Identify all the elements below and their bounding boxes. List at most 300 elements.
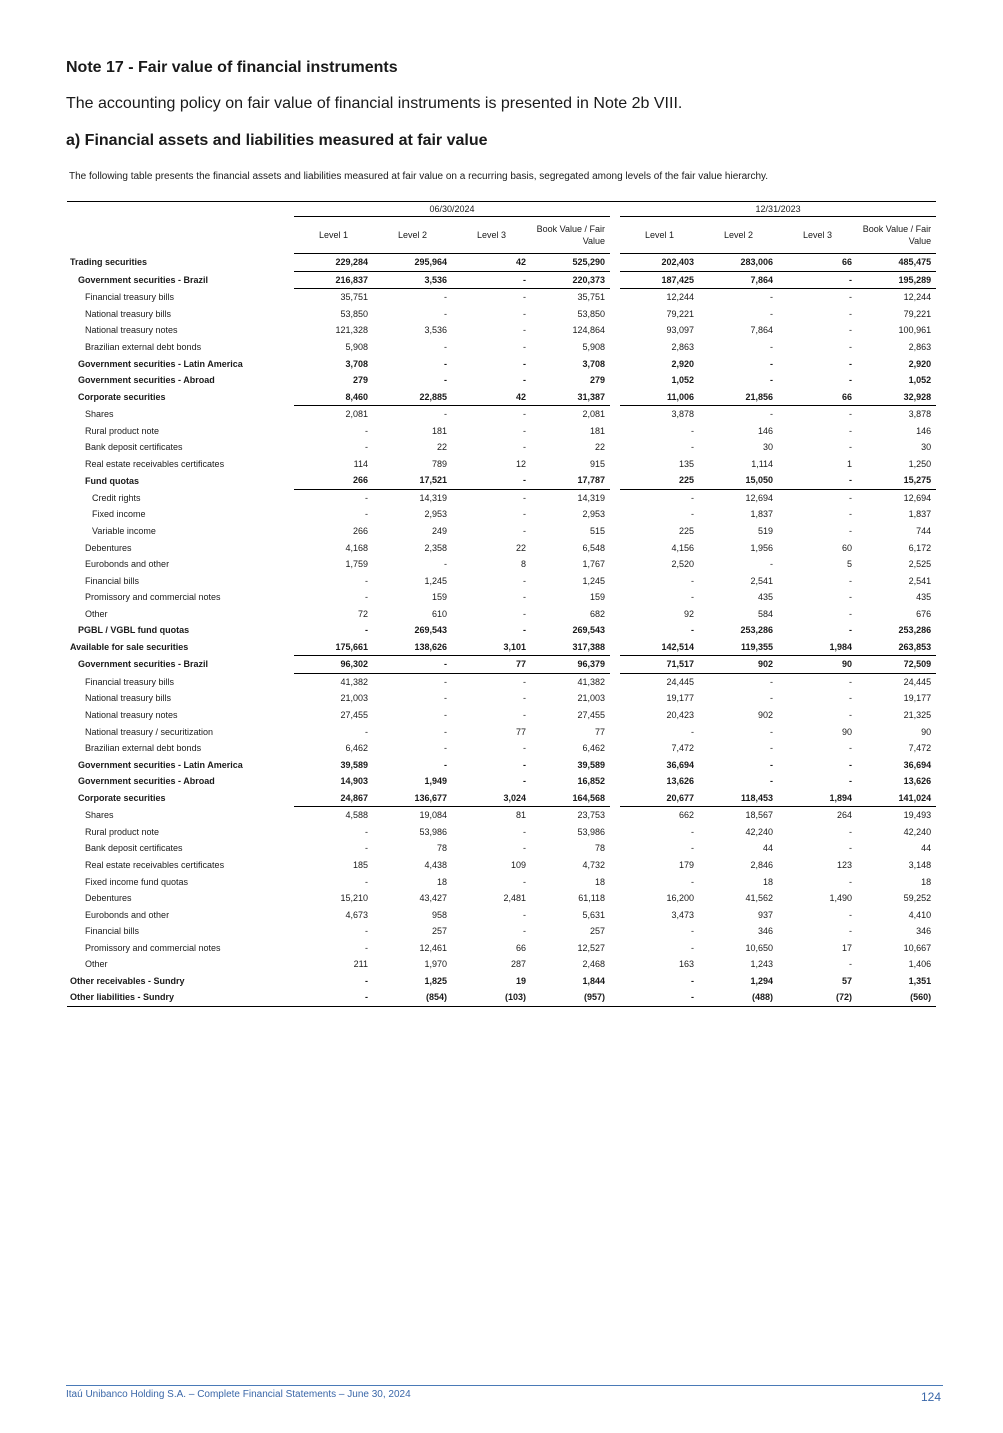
value-cell: 18 <box>763 876 774 887</box>
value-cell: - <box>365 425 368 436</box>
value-cell: 93,097 <box>666 325 695 336</box>
value-cell: - <box>523 325 526 336</box>
value-cell: 1,844 <box>582 975 606 986</box>
value-cell: - <box>849 509 853 520</box>
value-cell: 2,953 <box>424 509 447 520</box>
column-gap <box>610 439 620 456</box>
value-cell: 3,536 <box>373 271 452 289</box>
table-row <box>67 489 936 506</box>
value-cell: - <box>849 959 853 970</box>
row-label: Other liabilities - Sundry <box>67 989 294 1006</box>
value-cell: 937 <box>758 909 774 920</box>
value-cell: - <box>523 442 526 453</box>
value-cell: 96,379 <box>531 656 610 674</box>
value-cell: - <box>523 676 526 687</box>
value-cell: - <box>523 292 526 303</box>
column-gap <box>610 790 620 807</box>
value-cell: - <box>523 776 526 787</box>
value-cell: 19,177 <box>903 693 932 704</box>
value-cell: 44 <box>763 843 774 854</box>
row-label: Promissory and commercial notes <box>85 942 221 953</box>
column-gap <box>610 723 620 740</box>
value-cell: 21,856 <box>699 388 778 405</box>
row-label: Shares <box>85 810 114 821</box>
value-cell: 2,541 <box>908 575 932 586</box>
value-cell: 15,050 <box>699 472 778 489</box>
value-cell: - <box>523 342 526 352</box>
table-row <box>67 322 936 339</box>
value-cell: - <box>691 575 695 586</box>
value-cell: 2,520 <box>671 559 695 570</box>
column-gap <box>610 824 620 841</box>
footer-text: Itaú Unibanco Holding S.A. – Complete Financial Statements – June 30, 2024 <box>66 1389 411 1400</box>
col-level1-2024: Level 1 <box>294 217 373 254</box>
value-cell: - <box>691 625 695 636</box>
value-cell: - <box>849 776 853 787</box>
value-cell: 22,885 <box>373 388 452 405</box>
value-cell: 22 <box>436 442 447 453</box>
row-label: Trading securities <box>70 257 148 268</box>
value-cell: 163 <box>679 959 695 970</box>
value-cell: 123 <box>837 859 853 870</box>
column-header-row <box>67 217 936 254</box>
value-cell: 119,355 <box>699 639 778 656</box>
row-label: Brazilian external debt bonds <box>85 743 202 754</box>
table-row <box>67 622 936 639</box>
value-cell: 915 <box>590 458 606 469</box>
value-cell: 90 <box>921 726 932 737</box>
value-cell: 164,568 <box>531 790 610 807</box>
value-cell: 2,920 <box>908 358 932 369</box>
value-cell: 13,626 <box>903 776 932 787</box>
value-cell: - <box>444 292 447 303</box>
row-label: Other <box>85 608 108 619</box>
value-cell: 346 <box>916 926 932 937</box>
value-cell: 789 <box>431 458 447 469</box>
value-cell: - <box>849 843 853 854</box>
column-gap <box>610 973 620 990</box>
value-cell: 2,358 <box>424 542 447 553</box>
value-cell: 121,328 <box>335 325 368 336</box>
table-row <box>67 656 936 674</box>
value-cell: 1,759 <box>345 559 368 570</box>
column-gap <box>610 405 620 422</box>
value-cell: (560) <box>857 989 936 1006</box>
value-cell: - <box>849 292 853 303</box>
value-cell: 485,475 <box>857 254 936 272</box>
row-label: Available for sale securities <box>70 642 189 653</box>
column-gap <box>610 355 620 372</box>
table-row <box>67 790 936 807</box>
table-row <box>67 405 936 422</box>
value-cell: 43,427 <box>419 893 447 904</box>
value-cell: - <box>444 743 447 754</box>
row-label: Rural product note <box>85 826 160 837</box>
value-cell: - <box>523 909 526 920</box>
header-spacer <box>67 202 294 217</box>
value-cell: 1,245 <box>424 575 447 586</box>
value-cell: - <box>770 292 774 303</box>
value-cell: 60 <box>842 542 853 553</box>
column-gap <box>610 388 620 405</box>
value-cell: - <box>770 743 774 754</box>
value-cell: 279 <box>352 375 368 386</box>
value-cell: 2,920 <box>671 358 695 369</box>
value-cell: 31,387 <box>531 388 610 405</box>
table-row <box>67 439 936 456</box>
value-cell: 41,562 <box>745 893 774 904</box>
value-cell: 519 <box>758 526 774 537</box>
value-cell: 42 <box>452 388 531 405</box>
value-cell: 225 <box>620 472 699 489</box>
value-cell: 24,445 <box>666 676 695 687</box>
value-cell: 4,438 <box>424 859 447 870</box>
footer-divider <box>66 1385 943 1386</box>
value-cell: 902 <box>699 656 778 674</box>
value-cell: 15,210 <box>340 893 368 904</box>
value-cell: 30 <box>921 442 932 453</box>
column-gap <box>610 605 620 622</box>
value-cell: - <box>770 726 774 737</box>
table-row <box>67 756 936 773</box>
row-label: Government securities - Brazil <box>78 274 209 285</box>
value-cell: 35,751 <box>577 292 606 303</box>
value-cell: 1 <box>847 458 853 469</box>
column-gap <box>610 523 620 540</box>
value-cell: 211 <box>353 959 368 970</box>
value-cell: 216,837 <box>294 271 373 289</box>
value-cell: - <box>294 989 373 1006</box>
fair-value-table <box>67 201 936 1007</box>
column-gap <box>610 506 620 523</box>
row-label: Government securities - Brazil <box>78 659 209 670</box>
header-gap <box>610 202 620 217</box>
column-gap <box>610 456 620 473</box>
column-gap <box>610 556 620 573</box>
value-cell: - <box>523 876 526 887</box>
col-level1-2023: Level 1 <box>620 217 699 254</box>
value-cell: 141,024 <box>857 790 936 807</box>
value-cell: 19,177 <box>666 693 695 704</box>
value-cell: 24,445 <box>903 676 932 687</box>
value-cell: - <box>691 843 695 854</box>
value-cell: 14,319 <box>419 492 447 503</box>
value-cell: - <box>365 492 368 503</box>
value-cell: - <box>849 693 853 704</box>
column-gap <box>610 890 620 907</box>
table-row <box>67 372 936 389</box>
value-cell: 3,024 <box>452 790 531 807</box>
section-title: a) Financial assets and liabilities measured at fair value <box>66 132 488 149</box>
value-cell: - <box>849 759 853 770</box>
value-cell: (72) <box>778 989 857 1006</box>
value-cell: 36,694 <box>666 759 695 770</box>
value-cell: 12,461 <box>419 942 447 953</box>
row-label: Corporate securities <box>78 391 166 402</box>
value-cell: 18 <box>595 876 606 887</box>
value-cell: 20,423 <box>666 710 695 721</box>
value-cell: - <box>444 409 447 420</box>
column-gap <box>610 572 620 589</box>
value-cell: (854) <box>373 989 452 1006</box>
value-cell: - <box>523 375 526 386</box>
value-cell: - <box>691 425 695 436</box>
value-cell: 257 <box>431 926 447 937</box>
value-cell: 1,114 <box>751 458 774 469</box>
row-label: Real estate receivables certificates <box>85 859 225 870</box>
value-cell: 295,964 <box>373 254 452 272</box>
value-cell: - <box>523 759 526 770</box>
row-label: Rural product note <box>85 425 160 436</box>
value-cell: 41,382 <box>340 676 368 687</box>
row-label: Bank deposit certificates <box>85 442 183 453</box>
table-row <box>67 690 936 707</box>
value-cell: 12,527 <box>577 942 606 953</box>
value-cell: 12 <box>515 458 526 469</box>
value-cell: 676 <box>916 608 932 619</box>
value-cell: - <box>849 608 853 619</box>
value-cell: 114 <box>353 458 368 469</box>
column-gap <box>610 857 620 874</box>
value-cell: 7,864 <box>750 325 774 336</box>
value-cell: 12,244 <box>666 292 695 303</box>
value-cell: 142,514 <box>620 639 699 656</box>
value-cell: 77 <box>515 726 526 737</box>
row-label: National treasury notes <box>85 710 178 721</box>
value-cell: - <box>849 492 853 503</box>
value-cell: 2,846 <box>750 859 774 870</box>
value-cell: - <box>849 425 853 436</box>
value-cell: 96,302 <box>294 656 373 674</box>
row-label: Brazilian external debt bonds <box>85 342 202 352</box>
value-cell: - <box>770 375 774 386</box>
column-gap <box>610 254 620 272</box>
table-row <box>67 306 936 323</box>
value-cell: - <box>523 826 526 837</box>
value-cell: 225 <box>679 526 695 537</box>
value-cell: 39,589 <box>577 759 606 770</box>
column-gap <box>610 622 620 639</box>
value-cell: - <box>849 592 853 603</box>
value-cell: 16,852 <box>577 776 606 787</box>
column-gap <box>610 339 620 356</box>
column-gap <box>610 923 620 940</box>
row-label: Debentures <box>85 542 132 553</box>
page-number: 124 <box>920 1390 941 1404</box>
value-cell: 4,156 <box>671 542 695 553</box>
value-cell: 19 <box>515 975 526 986</box>
value-cell: - <box>849 625 853 636</box>
value-cell: - <box>523 575 526 586</box>
value-cell: - <box>365 509 368 520</box>
value-cell: 269,543 <box>572 625 606 636</box>
value-cell: - <box>523 509 526 520</box>
value-cell: 2,081 <box>582 409 606 420</box>
table-row <box>67 422 936 439</box>
value-cell: 53,986 <box>419 826 447 837</box>
column-gap <box>610 906 620 923</box>
value-cell: 4,168 <box>345 542 368 553</box>
table-row <box>67 973 936 990</box>
value-cell: 11,006 <box>620 388 699 405</box>
value-cell: - <box>849 826 853 837</box>
value-cell: - <box>849 676 853 687</box>
value-cell: 79,221 <box>666 308 695 319</box>
value-cell: 287 <box>510 959 526 970</box>
col-level2-2023: Level 2 <box>699 217 778 254</box>
column-gap <box>610 773 620 790</box>
value-cell: 187,425 <box>620 271 699 289</box>
value-cell: 7,864 <box>699 271 778 289</box>
value-cell: - <box>444 759 447 770</box>
value-cell: 159 <box>431 592 447 603</box>
value-cell: 22 <box>595 442 606 453</box>
value-cell: 17,521 <box>373 472 452 489</box>
value-cell: 10,650 <box>745 942 774 953</box>
value-cell: 346 <box>758 926 774 937</box>
value-cell: 12,694 <box>903 492 932 503</box>
value-cell: - <box>770 693 774 704</box>
table-row <box>67 840 936 857</box>
value-cell: - <box>444 375 447 386</box>
value-cell: 77 <box>595 726 606 737</box>
value-cell: - <box>444 676 447 687</box>
row-label: National treasury bills <box>85 308 172 319</box>
value-cell: 2,953 <box>582 509 606 520</box>
row-label: Fund quotas <box>85 475 139 486</box>
value-cell: 78 <box>436 843 447 854</box>
value-cell: 61,118 <box>578 893 606 904</box>
value-cell: - <box>691 942 695 953</box>
value-cell: 1,245 <box>582 575 606 586</box>
value-cell: 5,631 <box>582 909 606 920</box>
value-cell: 14,903 <box>340 776 368 787</box>
column-gap <box>610 939 620 956</box>
column-gap <box>610 539 620 556</box>
value-cell: 135 <box>679 458 695 469</box>
column-gap <box>610 472 620 489</box>
row-label: Variable income <box>92 526 156 537</box>
value-cell: 3,708 <box>582 358 606 369</box>
col-level3-2023: Level 3 <box>778 217 857 254</box>
value-cell: 1,894 <box>778 790 857 807</box>
value-cell: 1,767 <box>582 559 606 570</box>
value-cell: 66 <box>515 942 526 953</box>
value-cell: - <box>770 559 774 570</box>
value-cell: 23,753 <box>577 810 606 821</box>
row-label: Fixed income <box>92 509 146 520</box>
value-cell: 1,949 <box>424 776 447 787</box>
value-cell: 44 <box>921 843 932 854</box>
value-cell: - <box>365 726 368 737</box>
value-cell: - <box>452 271 531 289</box>
value-cell: - <box>523 425 526 436</box>
value-cell: - <box>523 625 526 636</box>
value-cell: - <box>365 926 368 937</box>
row-label: Shares <box>85 408 114 419</box>
value-cell: 682 <box>590 608 606 619</box>
value-cell: - <box>523 592 526 603</box>
value-cell: 146 <box>758 425 774 436</box>
table-row <box>67 355 936 372</box>
header-gap <box>610 217 620 254</box>
value-cell: 8,460 <box>294 388 373 405</box>
value-cell: 1,406 <box>908 959 932 970</box>
table-row <box>67 539 936 556</box>
value-cell: - <box>523 409 526 420</box>
row-label: Government securities - Latin America <box>78 358 243 369</box>
value-cell: - <box>444 710 447 721</box>
value-cell: - <box>523 693 526 704</box>
value-cell: (488) <box>699 989 778 1006</box>
col-level3-2024: Level 3 <box>452 217 531 254</box>
table-row <box>67 271 936 289</box>
value-cell: 146 <box>916 425 932 436</box>
value-cell: - <box>620 989 699 1006</box>
value-cell: 18 <box>921 876 932 887</box>
value-cell: - <box>691 492 695 503</box>
value-cell: 109 <box>510 859 526 870</box>
value-cell: - <box>365 843 368 854</box>
value-cell: - <box>444 726 447 737</box>
value-cell: 2,863 <box>908 342 932 352</box>
value-cell: - <box>849 926 853 937</box>
value-cell: 92 <box>684 608 695 619</box>
table-row <box>67 673 936 690</box>
value-cell: 249 <box>431 526 447 537</box>
value-cell: - <box>523 526 526 537</box>
value-cell: 283,006 <box>699 254 778 272</box>
row-label: Bank deposit certificates <box>85 843 183 854</box>
value-cell: - <box>691 926 695 937</box>
value-cell: - <box>770 308 774 319</box>
value-cell: 4,673 <box>345 909 368 920</box>
value-cell: 1,250 <box>908 458 932 469</box>
value-cell: 17 <box>842 942 853 953</box>
row-label: Financial treasury bills <box>85 676 175 687</box>
value-cell: 229,284 <box>294 254 373 272</box>
value-cell: 8 <box>520 559 526 570</box>
value-cell: 42,240 <box>903 826 932 837</box>
value-cell: - <box>691 826 695 837</box>
value-cell: 22 <box>515 542 526 553</box>
value-cell: 12,244 <box>903 292 932 303</box>
table-row <box>67 339 936 356</box>
value-cell: - <box>778 271 857 289</box>
value-cell: - <box>444 308 447 319</box>
value-cell: 27,455 <box>340 710 368 721</box>
row-label: National treasury bills <box>85 693 172 704</box>
value-cell: 3,473 <box>671 909 695 920</box>
page-title: Note 17 - Fair value of financial instruments <box>66 59 398 76</box>
column-gap <box>610 289 620 306</box>
value-cell: (103) <box>452 989 531 1006</box>
value-cell: 902 <box>758 710 774 721</box>
value-cell: 20,677 <box>620 790 699 807</box>
value-cell: 6,462 <box>345 743 368 754</box>
value-cell: 66 <box>778 254 857 272</box>
value-cell: 175,661 <box>294 639 373 656</box>
value-cell: - <box>849 308 853 319</box>
column-gap <box>610 322 620 339</box>
value-cell: - <box>373 656 452 674</box>
value-cell: 1,351 <box>908 975 932 986</box>
value-cell: 257 <box>590 926 606 937</box>
value-cell: - <box>444 358 447 369</box>
value-cell: 118,453 <box>699 790 778 807</box>
value-cell: 77 <box>452 656 531 674</box>
value-cell: - <box>523 492 526 503</box>
